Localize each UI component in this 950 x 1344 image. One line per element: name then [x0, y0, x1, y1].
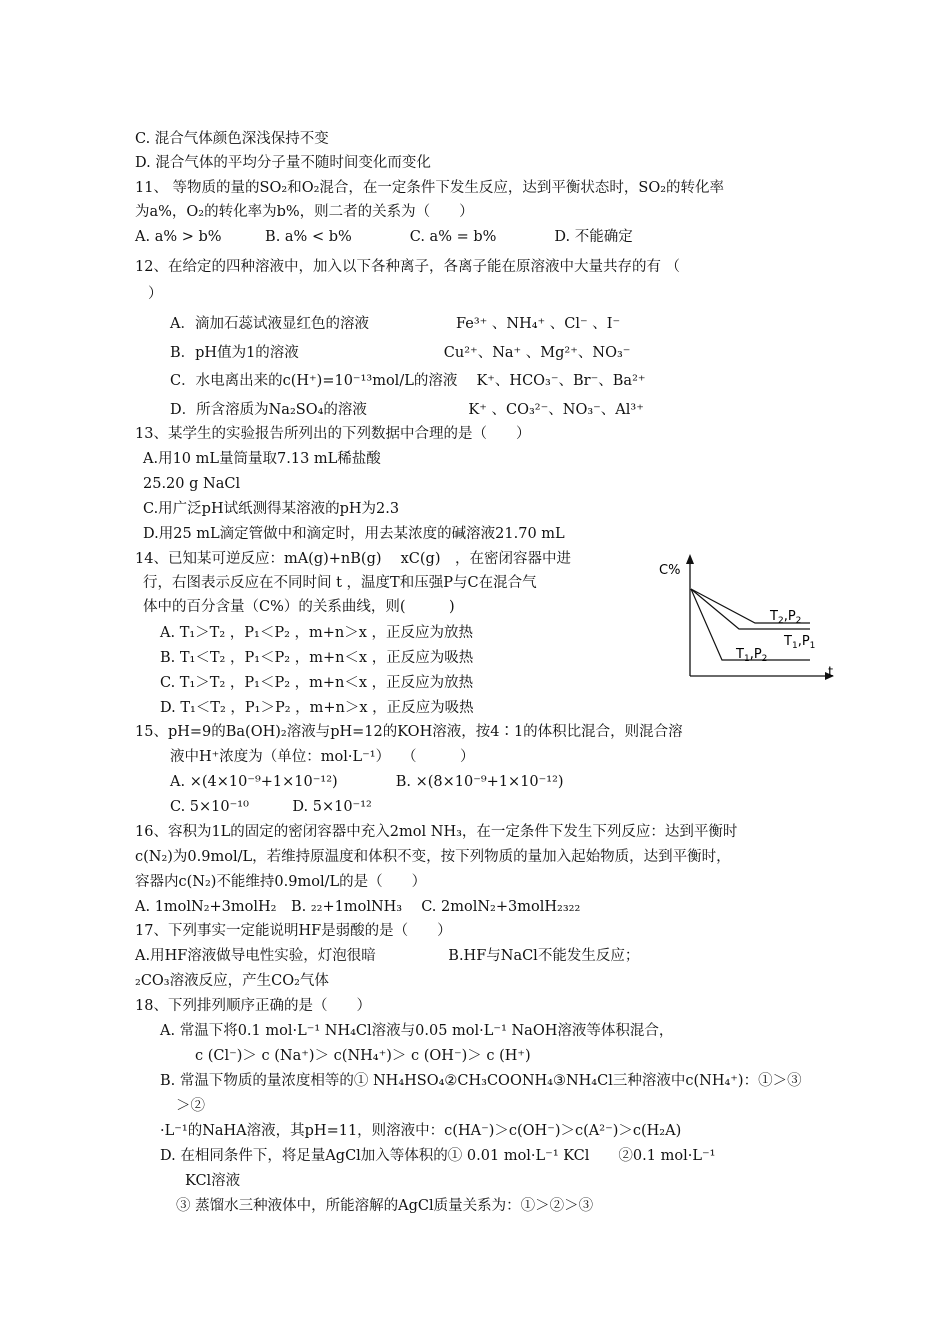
question-15: 15、pH=9的Ba(OH)₂溶液与pH=12的KOH溶液，按4∶1的体积比混合，则混合溶 [135, 724, 683, 740]
text-line: c(N₂)为0.9mol/L，若维持原温度和体积不变，按下列物质的量加入起始物质，达到平衡时， [135, 849, 731, 865]
y-axis-label: C% [659, 563, 681, 578]
y-axis-arrow [686, 554, 694, 564]
curve-label-t1-p2: $T_1,P_2$ [736, 647, 768, 664]
question-17: 17、下列事实一定能说明HF是弱酸的是（ ） [135, 923, 452, 939]
option-c: C.用广泛pH试纸测得某溶液的pH为2.3 [143, 501, 400, 517]
options-17: A.用HF溶液做导电性实验，灯泡很暗 B.HF与NaCl不能发生反应； [135, 948, 640, 964]
option-d: D.用25 mL滴定管做中和滴定时，用去某浓度的碱溶液21.70 mL [143, 526, 565, 542]
option-b: B．pH值为1的溶液 Cu²⁺、Na⁺ 、Mg²⁺、NO₃⁻ [170, 345, 631, 361]
option-a: A.用10 mL量筒量取7.13 mL稀盐酸 [143, 451, 381, 467]
question-16: 16、容积为1L的固定的密闭容器中充入2mol NH₃，在一定条件下发生下列反应：达到平衡时 [135, 824, 738, 840]
question-13: 13、某学生的实验报告所列出的下列数据中合理的是（ ） [135, 426, 531, 442]
text-line: ） [148, 286, 163, 302]
option-c: C. T₁＞T₂ ，P₁＜P₂ ，m+n＜x ，正反应为放热 [160, 675, 474, 691]
option-b: 25.20 g NaCl [143, 476, 241, 492]
option-a: A. T₁＞T₂ ，P₁＜P₂ ，m+n＞x ，正反应为放热 [160, 625, 474, 641]
question-11: 11、 等物质的量的SO₂和O₂混合，在一定条件下发生反应，达到平衡状态时，SO₂的转化率 [135, 180, 725, 196]
text-line: D. 混合气体的平均分子量不随时间变化而变化 [135, 155, 431, 171]
option-b: B. T₁＜T₂ ，P₁＜P₂ ，m+n＜x ，正反应为吸热 [160, 650, 474, 666]
question-14: 14、已知某可逆反应：mA(g)+nB(g) xC(g) ，在密闭容器中进 [135, 551, 571, 567]
text-line: C. 混合气体颜色深浅保持不变 [135, 131, 329, 147]
text-line: ₂CO₃溶液反应，产生CO₂气体 [135, 973, 329, 989]
text-line: 容器内c(N₂)不能维持0.9mol/L的是（ ） [135, 874, 427, 890]
option-a: A. 常温下将0.1 mol·L⁻¹ NH₄Cl溶液与0.05 mol·L⁻¹ NaOH溶液等体积混合， [160, 1023, 674, 1039]
option-c: C．水电离出来的c(H⁺)=10⁻¹³mol/L的溶液 K⁺、HCO₃⁻、Br⁻、Ba²⁺ [170, 373, 646, 389]
concentration-time-graph [650, 548, 855, 688]
option-c: ·L⁻¹的NaHA溶液，其pH=11，则溶液中：c(HA⁻)＞c(OH⁻)＞c(A²⁻)＞c(H₂A) [160, 1123, 682, 1139]
options-11: A. a% > b% B. a% < b% C. a% = b% D. 不能确定 [135, 229, 633, 245]
text-line: 液中H⁺浓度为（单位：mol·L⁻¹） （ ） [170, 749, 475, 765]
text-line: KCl溶液 [185, 1173, 241, 1189]
text-line: c (Cl⁻)＞ c (Na⁺)＞ c(NH₄⁺)＞ c (OH⁻)＞ c (H⁺) [195, 1048, 531, 1064]
curve-label-t2-p2: $T_2,P_2$ [770, 609, 802, 626]
options-16: A. 1molN₂+3molH₂ B. ₂₂+1molNH₃ C. 2molN₂+3molH₂₃₂₂ [135, 899, 581, 915]
question-12: 12、在给定的四种溶液中，加入以下各种离子，各离子能在原溶液中大量共存的有 （ [135, 259, 681, 275]
text-line: 为a%，O₂的转化率为b%，则二者的关系为（ ） [135, 204, 474, 220]
options-ab: A. ×(4×10⁻⁹+1×10⁻¹²) B. ×(8×10⁻⁹+1×10⁻¹²) [170, 774, 564, 790]
question-18: 18、下列排列顺序正确的是（ ） [135, 998, 371, 1014]
text-line: ＞② [176, 1098, 205, 1114]
text-line: ③ 蒸馏水三种液体中，所能溶解的AgCl质量关系为：①＞②＞③ [176, 1198, 594, 1214]
text-line: 体中的百分含量（C%）的关系曲线，则( ) [143, 599, 455, 615]
option-d: D. 在相同条件下，将足量AgCl加入等体积的① 0.01 mol·L⁻¹ KCl ②0.1 mol·L⁻¹ [160, 1148, 716, 1164]
x-axis-label: t [828, 665, 834, 680]
options-cd: C. 5×10⁻¹⁰ D. 5×10⁻¹² [170, 799, 372, 815]
text-line: 行，右图表示反应在不同时间 t ，温度T和压强P与C在混合气 [143, 575, 537, 591]
curve-label-t1-p1: $T_1,P_1$ [784, 634, 816, 651]
option-d: D. T₁＜T₂ ，P₁＞P₂ ，m+n＞x ，正反应为吸热 [160, 700, 474, 716]
option-a: A．滴加石蕊试液显红色的溶液 Fe³⁺ 、NH₄⁺ 、Cl⁻ 、I⁻ [170, 316, 621, 332]
option-d: D．所含溶质为Na₂SO₄的溶液 K⁺ 、CO₃²⁻、NO₃⁻、Al³⁺ [170, 402, 644, 418]
option-b: B. 常温下物质的量浓度相等的① NH₄HSO₄②CH₃COONH₄③NH₄Cl三种溶液中c(NH₄⁺)：①＞③ [160, 1073, 802, 1089]
